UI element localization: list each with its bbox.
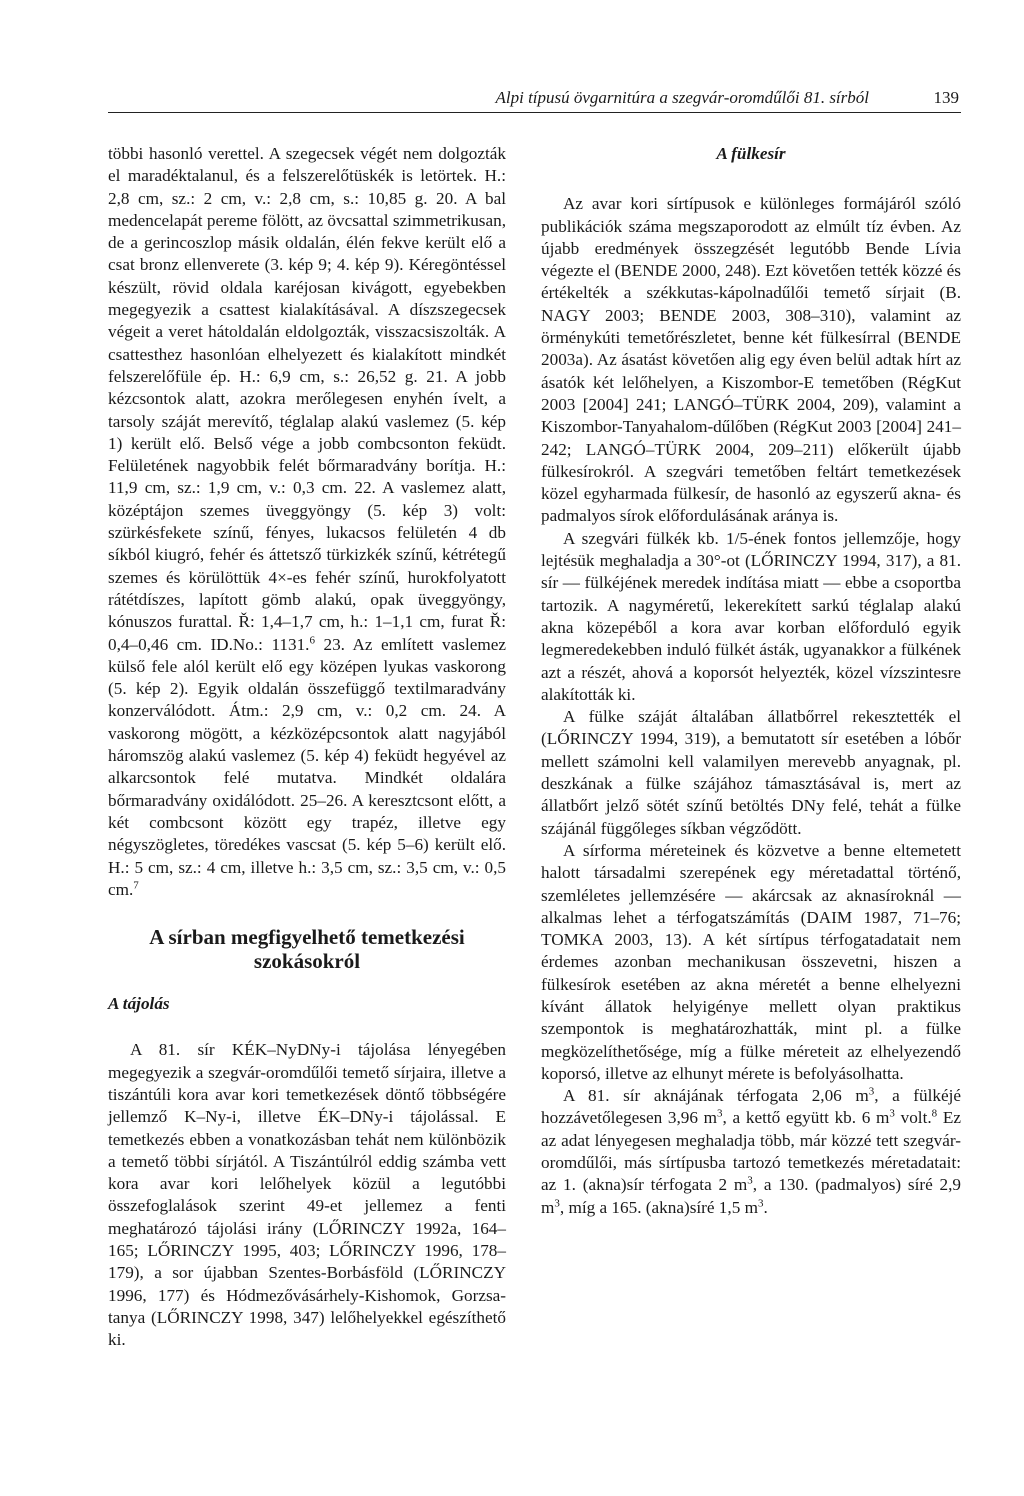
superscript-3: 3	[554, 1196, 560, 1209]
superscript-3: 3	[757, 1196, 764, 1209]
right-column	[541, 143, 961, 1219]
footnote-marker-8: 8	[931, 1107, 938, 1120]
section-title: A sírban megfigyelhető temetkezési szokásokról	[149, 925, 465, 974]
superscript-3: 3	[868, 1085, 875, 1098]
right-paragraph-5	[541, 1085, 961, 1219]
right-paragraph-5-text: , míg a 165. (akna)síré 1,5 m	[559, 1197, 758, 1217]
superscript-3: 3	[717, 1107, 723, 1120]
left-paragraph-1-text-cont: 23. Az említett vaslemez külső fele alól került elő egy középen lyukas vaskorong (5. kép 2). Egyik oldalán összefüggő textilmaradvány konzerválódott. Átm.: 2,9 cm, v.: 0,2 cm. 24. A vaskorong mögött, a kézközépcsontok alatt nagyjából háromszög alakú vaslemez (5. kép 4) feküdt hegyével az alkarcsontok felé mutatva. Mindkét oldalára bőrmaradvány oxidálódott. 25–26. A keresztcsont előtt, a két combcsont között egy trapéz, illetve egy négyszögletes, töredékes vascsat (5. kép 5–6) került elő. H.: 5 cm, sz.: 4 cm, illetve h.: 3,5 cm, sz.: 3,5 cm, v.: 0,5 cm.	[108, 634, 506, 899]
right-paragraph-5-text: , a 130. (padmalyos) síré 2,9 m	[541, 1175, 962, 1217]
right-paragraph-5-text: .	[763, 1197, 768, 1217]
right-paragraph-5-text: , a kettő együtt kb. 6 m	[722, 1108, 890, 1128]
right-paragraph-1: Az avar kori sírtípusok e különleges formájáról szóló publikációk száma megszaporodott az elmúlt tíz évben. Az újabb eredmények összegzését legutóbb Bende Lívia végezte el (BENDE 2000, 248). Ezt követően tették közzé és értékelték a székkutas-kápolnadűlői temető sírjait (B. NAGY 2003; BENDE 2003, 308–310), valamint az örménykúti temetőrészletet, benne két fülkesírral (BENDE 2003a). Az ásatást követően alig egy éven belül adtak hírt az ásatók két lelőhelyen, a Kiszombor-E temetőben (RégKut 2003 [2004] 241; LANGÓ–TÜRK 2004, 209), valamint a Kiszombor-Tanyahalom-dűlőben (RégKut 2003 [2004] 241–242; LANGÓ–TÜRK 2004, 209–211) előkerült újabb fülkesírokról. A szegvári temetőben feltárt temetkezések közel egyharmada fülkesír, de hasonló az egyszerű akna- és padmalyos sírok előfordulásának aránya is.	[541, 194, 961, 526]
left-paragraph-1	[108, 143, 506, 901]
superscript-3: 3	[747, 1174, 753, 1187]
right-paragraph-5-text: A 81. sír aknájának térfogata 2,06 m	[563, 1086, 869, 1106]
running-header	[108, 84, 961, 113]
left-paragraph-1-text: többi hasonló verettel. A szegecsek végét nem dolgozták el maradéktalanul, és a felszerelőtüskék is letörtek. H.: 2,8 cm, sz.: 2 cm, v.: 2,8 cm, s.: 10,85 g. 20. A bal medencelapát pereme fölött, az övcsattal szimmetrikusan, de a gerincoszlop másik oldalán, élén fekve került elő a csat bronz ellenverete (3. kép 9; 4. kép 9). Kéregöntéssel készült, rövid oldala karéjosan kivágott, egyebekben megegyezik a csattest kialakításával. A díszszegecsek végeit a veret hátoldalán eldolgozták, visszacsiszolták. A csattesthez hasonlóan elhelyezett és kialakított mindkét felszerelőfüle ép. H.: 6,9 cm, s.: 26,52 g. 21. A jobb kézcsontok alatt, azokra merőlegesen enyhén ívelt, a tarsoly száját merevítő, téglalap alakú vaslemez (5. kép 1) került elő. Belső vége a jobb combcsonton feküdt. Felületének nagyobbik felét bőrmaradvány borítja. H.: 11,9 cm, sz.: 1,9 cm, v.: 0,3 cm. 22. A vaslemez alatt, középtájon szemes üveggyöngy (5. kép 3) volt: szürkésfekete színű, fényes, lukacsos felületén 4 db síkból kiugró, fehér és áttetsző türkizkék színű, kétrétegű szemes és körülöttük 4×-es fehér színű, hurokfolyatott rátétdíszes, lapított gömb alakú, opak üveggyöngy, kónuszos furattal. Ř: 1,4–1,7 cm, h.: 1–1,1 cm, furat Ř: 0,4–0,46 cm. ID.No.: 1131.	[108, 144, 506, 654]
superscript-3: 3	[889, 1107, 895, 1120]
running-title: Alpi típusú övgarnitúra a szegvár-oromdűlői 81. sírból	[495, 88, 869, 107]
right-paragraph-2: A szegvári fülkék kb. 1/5-ének fontos jellemzője, hogy lejtésük meghaladja a 30°-ot (LŐRINCZY 1994, 317), a 81. sír — fülkéjének meredek indítása miatt — ebbe a csoportba tartozik. A nagyméretű, lekerekített sarkú téglalap alakú akna közepéből a kora avar korban előforduló egyik legmeredekebben induló fülkét ásták, ugyanakkor a fülkének azt a részét, ahová a koporsót helyezték, közel vízszintesre alakították ki.	[541, 528, 961, 704]
footnote-marker-6: 6	[309, 633, 315, 646]
subsection-title-niche-grave: A fülkesír	[716, 144, 786, 163]
page-number: 139	[933, 88, 959, 107]
subsection-title-orientation: A tájolás	[108, 994, 170, 1014]
right-paragraph-4: A sírforma méreteinek és közvetve a benne eltemetett halott társadalmi szerepének egy méretadattal történő, szemléletes jellemzésére — akárcsak az aknasíroknál — alkalmas lehet a térfogatszámítás (DAIM 1987, 71–76; TOMKA 2003, 13). A két sírtípus térfogatadatait nem érdemes azonban mechanikusan összevetni, hiszen a fülkesírok esetében az akna méretét a benne elhelyezni kívánt állatok helyigénye mellett olyan praktikus szempontok is meghatározhatták, mint pl. a fülke megközelíthetősége, míg a fülke méreteit az elhelyezendő koporsó, illetve az elhunyt mérete is befolyásolhatta.	[541, 840, 961, 1083]
right-paragraph-5-text: Ez az adat lényegesen meghaladja több, már közzé tett szegvár-oromdűlői, más sírtípusba tartozó temetkezés méretadatait: az 1. (akna)sír térfogata 2 m	[541, 1108, 961, 1195]
right-paragraph-5-text: , a fülkéjé hozzávetőlegesen 3,96 m	[541, 1086, 961, 1128]
left-paragraph-2: A 81. sír KÉK–NyDNy-i tájolása lényegében megegyezik a szegvár-oromdűlői temető sírjaira, illetve a tiszántúli kora avar kori temetkezések döntő többségére jellemző K–Ny-i, illetve ÉK–DNy-i tájolással. E temetkezés ebben a vonatkozásban tehát nem különbözik a temető többi sírjától. A Tiszántúlról eddig számba vett kora avar kori lelőhelyek közül a legutóbbi összefoglalások szerint 49-et jellemez a fenti meghatározó tájolási irány (LŐRINCZY 1992a, 164–165; LŐRINCZY 1995, 403; LŐRINCZY 1996, 178–179), a sor újabban Szentes-Borbásföld (LŐRINCZY 1996, 177) és Hódmezővásárhely-Kishomok, Gorzsa-tanya (LŐRINCZY 1998, 347) lelőhelyekkel egészíthető ki.	[108, 1040, 506, 1350]
right-paragraph-3: A fülke száját általában állatbőrrel rekesztették el (LŐRINCZY 1994, 319), a bemutatott sír esetében a lóbőr mellett számolni kell valamilyen merevebb anyagnak, pl. deszkának a fülke szájához támasztásával is, mert az állatbőrt jelző sötét színű betöltés DNy felé, tehát a fülke szájánál függőleges síkban végződött.	[541, 707, 961, 838]
footnote-marker-7: 7	[133, 879, 139, 892]
right-paragraph-5-text: volt.	[894, 1108, 932, 1128]
left-column	[108, 143, 506, 1352]
